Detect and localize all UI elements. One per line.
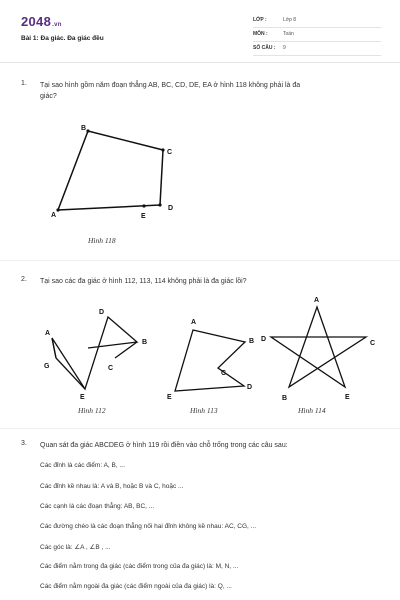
page-header	[0, 0, 400, 63]
question-2-number: 2.	[21, 276, 27, 283]
question-1-text-line2: giác?	[40, 93, 57, 100]
figure-118	[0, 115, 400, 250]
question-3-line-vertices: Các đỉnh là các điểm: A, B, ...	[40, 462, 125, 469]
figure-112-label-c: C	[108, 365, 114, 372]
question-3-line-angles: Các góc là: ∠A , ∠B , ...	[40, 544, 111, 551]
meta-subject	[253, 29, 381, 42]
question-divider-1	[0, 260, 400, 261]
figure-113-label-c: C	[221, 370, 227, 377]
figure-118-path-abcd	[58, 131, 163, 210]
site-logo[interactable]	[21, 14, 62, 29]
figure-113-label-d: D	[247, 384, 253, 391]
question-3-line-adjacent: Các đỉnh kề nhau là: A và B, hoặc B và C, hoặc ...	[40, 483, 184, 490]
figure-112-label-d: D	[99, 309, 105, 316]
logo-text: 2048	[21, 14, 52, 29]
meta-class-value: Lớp 8	[283, 17, 297, 23]
figure-113-label-b: B	[249, 338, 255, 345]
figure-112-label-a: A	[45, 330, 51, 337]
figure-114-label-d: D	[261, 336, 267, 343]
figure-118-label-e: E	[141, 213, 146, 220]
figure-114-label-e: E	[345, 394, 350, 401]
question-3-line-exterior: Các điểm nằm ngoài đa giác (các điểm ngoài của đa giác) là: Q, ...	[40, 583, 232, 590]
figure-113-label-a: A	[191, 319, 197, 326]
figure-112-path	[52, 317, 137, 389]
figure-118-point-b	[86, 129, 89, 132]
figure-112-label-e: E	[80, 394, 85, 401]
figure-114-star	[271, 307, 366, 387]
question-3-line-sides: Các cạnh là các đoạn thẳng: AB, BC, ...	[40, 503, 155, 510]
question-1-text-line1: Tại sao hình gồm năm đoạn thẳng AB, BC, CD, DE, EA ở hình 118 không phải là đa	[40, 82, 301, 89]
figure-118-point-d	[158, 203, 161, 206]
figure-113-label-e: E	[167, 394, 172, 401]
question-divider-2	[0, 428, 400, 429]
meta-subject-key: MÔN :	[253, 31, 268, 37]
figures-112-113-114	[0, 290, 400, 420]
meta-count-value: 9	[283, 45, 286, 51]
figure-118-point-a	[56, 208, 59, 211]
figure-113-caption: Hình 113	[190, 406, 218, 415]
question-1-number: 1.	[21, 80, 27, 87]
question-3-line-diagonals: Các đường chéo là các đoạn thẳng nối hai đỉnh không kề nhau: AC, CG, ...	[40, 523, 257, 530]
figure-113-polygon	[175, 330, 245, 391]
figure-118-point-e	[142, 204, 145, 207]
question-2-text: Tại sao các đa giác ở hình 112, 113, 114 không phải là đa giác lồi?	[40, 278, 247, 285]
meta-subject-value: Toán	[283, 31, 294, 37]
figure-114-label-b: B	[282, 395, 288, 402]
figure-114-caption: Hình 114	[298, 406, 326, 415]
figure-114-label-c: C	[370, 340, 376, 347]
figure-118-label-d: D	[168, 205, 174, 212]
figure-112-segment-ge	[56, 358, 85, 389]
figure-112-label-g: G	[44, 363, 50, 370]
question-3-text: Quan sát đa giác ABCDEG ở hình 119 rồi điền vào chỗ trống trong các câu sau:	[40, 442, 288, 449]
figure-118-label-b: B	[81, 125, 87, 132]
meta-count	[253, 43, 381, 56]
figure-118-label-c: C	[167, 149, 173, 156]
lesson-title: Bài 1: Đa giác. Đa giác đều	[21, 35, 104, 42]
figure-118-point-c	[161, 148, 164, 151]
question-3-number: 3.	[21, 440, 27, 447]
figure-112-label-b: B	[142, 339, 148, 346]
figure-118-label-a: A	[51, 212, 57, 219]
meta-count-key: SỐ CÂU :	[253, 45, 276, 51]
meta-class-key: LỚP :	[253, 17, 267, 23]
figure-114-label-a: A	[314, 297, 320, 304]
question-3-line-interior: Các điểm nằm trong đa giác (các điểm trong của đa giác) là: M, N, ...	[40, 563, 239, 570]
logo-suffix: .vn	[52, 22, 62, 28]
figure-118-caption: Hình 118	[88, 236, 116, 245]
figure-112-caption: Hình 112	[78, 406, 106, 415]
meta-class	[253, 15, 381, 28]
